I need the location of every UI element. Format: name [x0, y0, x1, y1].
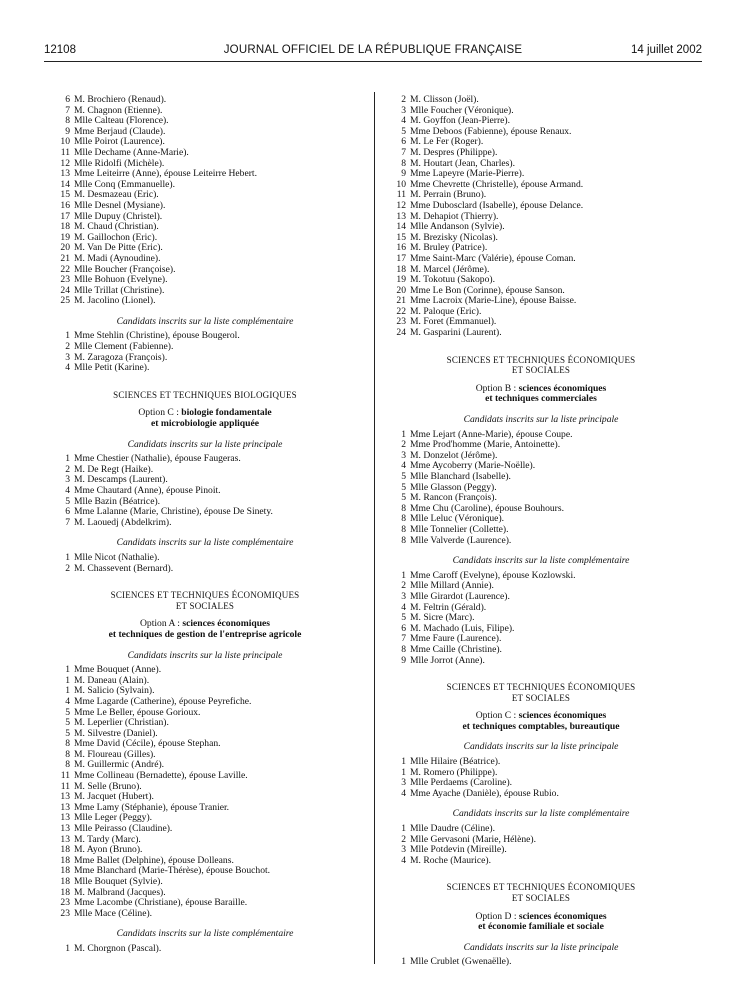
candidate-name: Mlle Blanchard (Isabelle).	[410, 471, 511, 482]
candidate-name: Mme Bouquet (Anne).	[74, 664, 162, 676]
candidate-name: Mlle Bouquet (Sylvie).	[74, 876, 163, 887]
rank-number: 6	[401, 622, 406, 634]
candidate-name: Mme Blanchard (Marie-Thérèse), épouse Bouchot.	[74, 865, 271, 877]
rank-number: 1	[401, 428, 406, 440]
rank-number: 10	[396, 178, 406, 190]
rank-number: 17	[396, 252, 406, 264]
candidate-name: M. Chorgnon (Pascal).	[74, 942, 162, 954]
candidate-name: M. Sicre (Marc).	[410, 612, 475, 624]
candidate-name: Mme Lalanne (Marie, Christine), épouse De Sinety.	[74, 506, 273, 518]
list-entry	[46, 564, 364, 575]
candidate-name: Mlle Calteau (Florence).	[74, 115, 169, 127]
rank-number: 4	[401, 854, 406, 866]
rank-number: 18	[60, 865, 70, 877]
candidate-name: Mlle Potdevin (Mireille).	[410, 844, 507, 856]
rank-number: 19	[60, 231, 70, 243]
rank-number: 3	[401, 104, 406, 116]
rank-number: 8	[65, 759, 70, 771]
rank-number: 13	[60, 801, 70, 813]
list-entry	[46, 944, 364, 955]
list-subheading: Candidats inscrits sur la liste principale	[127, 438, 283, 450]
list-subheading: Candidats inscrits sur la liste complémentaire	[116, 928, 294, 940]
list-subheading: Candidats inscrits sur la liste principale	[463, 741, 619, 753]
rank-number: 2	[401, 833, 406, 845]
rank-number: 1	[65, 685, 70, 697]
candidate-name: Mlle Petit (Karine).	[74, 362, 150, 374]
candidate-name: Mme Le Bon (Corinne), épouse Sanson.	[410, 284, 565, 296]
candidate-name: Mme Ayache (Danièle), épouse Rubio.	[410, 787, 559, 799]
rank-number: 20	[396, 284, 406, 296]
option-subtitle: et techniques comptables, bureautique	[462, 720, 620, 732]
option-subtitle: et microbiologie appliquée	[150, 418, 259, 430]
journal-title: JOURNAL OFFICIEL DE LA RÉPUBLIQUE FRANÇAISE	[223, 44, 523, 56]
rank-number: 1	[65, 551, 70, 563]
candidate-name: Mlle Mace (Céline).	[74, 907, 153, 919]
candidate-name: Mlle Tonnelier (Collette).	[410, 523, 509, 535]
list-subheading: Candidats inscrits sur la liste complémentaire	[452, 808, 630, 820]
candidate-name: Mlle Leluc (Véronique).	[410, 513, 505, 525]
rank-number: 2	[65, 562, 70, 574]
candidate-name: M. Leperlier (Christian).	[74, 717, 169, 729]
list-entry	[46, 909, 364, 920]
rank-number: 1	[65, 674, 70, 686]
rank-number: 8	[401, 157, 406, 169]
rank-number: 7	[401, 633, 406, 645]
candidate-name: Mme Lagarde (Catherine), épouse Peyrefiche.	[74, 695, 252, 707]
rank-number: 23	[396, 316, 406, 328]
option-title: sciences économiques	[518, 910, 607, 922]
rank-number: 1	[65, 664, 70, 676]
section-heading: SCIENCES ET TECHNIQUES ÉCONOMIQUES ET SOCIALES	[446, 682, 636, 703]
candidate-name: Mme Caille (Christine).	[410, 643, 502, 655]
rank-number: 18	[60, 886, 70, 898]
candidate-name: M. Gaillochon (Eric).	[74, 231, 158, 243]
candidate-name: M. Brochiero (Renaud).	[74, 94, 167, 105]
candidate-name: Mlle Nicot (Nathalie).	[74, 551, 160, 563]
candidate-name: Mme Leiteirre (Anne), épouse Leiteirre Hebert.	[74, 168, 257, 180]
rank-number: 18	[60, 876, 70, 887]
rank-number: 6	[401, 136, 406, 148]
rank-number: 9	[401, 168, 406, 180]
candidate-name: M. Brezisky (Nicolas).	[410, 231, 498, 243]
candidate-name: Mme Stehlin (Christine), épouse Bougerol.	[74, 330, 240, 342]
candidate-name: M. Bruley (Patrice).	[410, 242, 488, 254]
rank-number: 3	[401, 777, 406, 789]
candidate-name: M. Rancon (François).	[410, 492, 497, 504]
list-entry	[382, 957, 700, 968]
list-entry	[382, 536, 700, 547]
rank-number: 11	[60, 146, 70, 158]
candidate-name: Mme Chautard (Anne), épouse Pinoit.	[74, 485, 221, 496]
rank-number: 6	[65, 94, 70, 105]
candidate-name: M. Marcel (Jérôme).	[410, 263, 490, 275]
option-label: Option C :	[475, 710, 519, 722]
list-entry	[382, 856, 700, 867]
option-subtitle: et économie familiale et sociale	[478, 921, 604, 933]
issue-date: 14 juillet 2002	[631, 44, 702, 56]
list-entry	[382, 328, 700, 339]
section-heading: SCIENCES ET TECHNIQUES ÉCONOMIQUES ET SOCIALES	[446, 882, 636, 903]
rank-number: 4	[401, 787, 406, 799]
list-subheading: Candidats inscrits sur la liste principale	[463, 941, 619, 953]
candidate-name: M. Ayon (Bruno).	[74, 844, 143, 856]
candidate-name: Mlle Poirot (Laurence).	[74, 136, 165, 148]
candidate-name: M. Silvestre (Daniel).	[74, 727, 158, 739]
candidate-name: M. Daneau (Alain).	[74, 674, 150, 686]
candidate-name: Mlle Hilaire (Béatrice).	[410, 756, 501, 768]
list-subheading: Candidats inscrits sur la liste principale	[463, 414, 619, 426]
rank-number: 11	[396, 189, 406, 201]
rank-number: 5	[401, 125, 406, 137]
rank-number: 4	[401, 601, 406, 613]
list-subheading: Candidats inscrits sur la liste principale	[127, 649, 283, 661]
candidate-name: Mlle Boucher (Françoise).	[74, 263, 176, 275]
candidate-name: Mme Lacombe (Christiane), épouse Baraille.	[74, 897, 248, 909]
rank-number: 1	[401, 956, 406, 968]
left-column	[46, 95, 364, 955]
candidate-name: M. Machado (Luis, Filipe).	[410, 622, 515, 634]
rank-number: 13	[396, 210, 406, 222]
rank-number: 5	[401, 471, 406, 482]
right-column	[382, 95, 700, 968]
rank-number: 8	[401, 523, 406, 535]
rank-number: 16	[60, 199, 70, 211]
candidate-name: M. Romero (Philippe).	[410, 766, 498, 778]
rank-number: 21	[396, 295, 406, 307]
candidate-name: M. Houtart (Jean, Charles).	[410, 157, 515, 169]
rank-number: 2	[401, 580, 406, 592]
candidate-name: Mlle Desnel (Mysiane).	[74, 199, 166, 211]
option-label: Option A :	[139, 618, 183, 630]
rank-number: 5	[401, 612, 406, 624]
candidate-name: Mme Chu (Caroline), épouse Bouhours.	[410, 502, 565, 514]
candidate-name: Mme Caroff (Evelyne), épouse Kozlowski.	[410, 569, 576, 581]
option-label: Option D :	[475, 910, 519, 922]
rank-number: 11	[60, 780, 70, 792]
list-entry	[46, 296, 364, 307]
candidate-name: Mme Ballet (Delphine), épouse Dolleans.	[74, 854, 234, 866]
candidate-name: Mlle Perdaems (Caroline).	[410, 777, 513, 789]
candidate-name: M. Goyffon (Jean-Pierre).	[410, 115, 510, 127]
candidate-name: M. Jacquet (Hubert).	[74, 791, 154, 803]
candidate-name: Mme Berjaud (Claude).	[74, 125, 166, 137]
rank-number: 13	[60, 823, 70, 835]
rank-number: 2	[65, 463, 70, 475]
candidate-name: M. De Regt (Haike).	[74, 463, 154, 475]
candidate-name: Mme David (Cécile), épouse Stephan.	[74, 738, 221, 750]
rank-number: 13	[60, 833, 70, 845]
candidate-name: M. Roche (Maurice).	[410, 854, 491, 866]
candidate-name: Mlle Dechame (Anne-Marie).	[74, 146, 189, 158]
rank-number: 8	[401, 513, 406, 525]
rank-number: 18	[60, 221, 70, 233]
rank-number: 10	[60, 136, 70, 148]
list-entry	[382, 656, 700, 667]
rank-number: 3	[401, 844, 406, 856]
candidate-name: Mlle Jorrot (Anne).	[410, 654, 485, 666]
rank-number: 8	[65, 738, 70, 750]
option-subtitle: et techniques de gestion de l'entreprise agricole	[108, 628, 302, 640]
rank-number: 24	[60, 284, 70, 296]
list-subheading: Candidats inscrits sur la liste complémentaire	[116, 537, 294, 549]
rank-number: 5	[401, 481, 406, 493]
candidate-name: Mlle Trillat (Christine).	[74, 284, 165, 296]
candidate-name: M. Dehapiot (Thierry).	[410, 210, 499, 222]
candidate-name: M. Jacolino (Lionel).	[74, 295, 156, 307]
list-entry	[382, 789, 700, 800]
candidate-name: M. Floureau (Gilles).	[74, 748, 156, 760]
candidate-name: M. Chassevent (Bernard).	[74, 562, 174, 574]
rank-number: 5	[65, 717, 70, 729]
rank-number: 8	[401, 502, 406, 514]
rank-number: 9	[65, 125, 70, 137]
candidate-name: Mlle Peirasso (Claudine).	[74, 823, 173, 835]
rank-number: 25	[60, 295, 70, 307]
rank-number: 8	[401, 643, 406, 655]
rank-number: 4	[401, 460, 406, 472]
rank-number: 4	[65, 695, 70, 707]
candidate-name: Mme Prod'homme (Marie, Antoinette).	[410, 439, 561, 451]
rank-number: 12	[60, 157, 70, 169]
rank-number: 2	[401, 439, 406, 451]
candidate-name: Mme Lacroix (Marie-Line), épouse Baisse.	[410, 295, 577, 307]
candidate-name: M. Paloque (Eric).	[410, 305, 482, 317]
candidate-name: M. Despres (Philippe).	[410, 146, 498, 158]
candidate-name: Mme Collineau (Bernadette), épouse Laville.	[74, 770, 248, 782]
list-subheading: Candidats inscrits sur la liste complémentaire	[452, 555, 630, 567]
rank-number: 8	[401, 534, 406, 546]
candidate-name: Mme Dubosclard (Isabelle), épouse Delance.	[410, 199, 584, 211]
candidate-name: M. Van De Pitte (Eric).	[74, 242, 163, 254]
rank-number: 1	[65, 942, 70, 954]
rank-number: 5	[401, 492, 406, 504]
option-subtitle: et techniques commerciales	[485, 393, 597, 405]
rank-number: 17	[60, 210, 70, 222]
rank-number: 5	[65, 706, 70, 718]
candidate-name: M. Desmazeau (Eric).	[74, 189, 159, 201]
section-heading: SCIENCES ET TECHNIQUES ÉCONOMIQUES ET SOCIALES	[446, 354, 636, 376]
candidate-name: M. Salicio (Sylvain).	[74, 685, 155, 697]
candidate-name: M. Donzelot (Jérôme).	[410, 449, 498, 461]
candidate-name: M. Laouedj (Abdelkrim).	[74, 516, 172, 528]
candidate-name: M. Tardy (Marc).	[74, 833, 141, 845]
rank-number: 14	[396, 221, 406, 233]
candidate-name: Mme Lejart (Anne-Marie), épouse Coupe.	[410, 428, 573, 440]
rank-number: 6	[65, 506, 70, 518]
rank-number: 5	[65, 727, 70, 739]
candidate-name: Mlle Valverde (Laurence).	[410, 534, 512, 546]
rank-number: 23	[60, 274, 70, 286]
rank-number: 1	[65, 453, 70, 465]
rank-number: 12	[396, 199, 406, 211]
candidate-name: Mlle Millard (Annie).	[410, 580, 494, 592]
candidate-name: M. Malbrand (Jacques).	[74, 886, 166, 898]
rank-number: 5	[65, 495, 70, 507]
candidate-name: Mlle Daudre (Céline).	[410, 823, 495, 835]
rank-number: 1	[401, 823, 406, 835]
page-number: 12108	[44, 44, 76, 56]
candidate-name: M. Foret (Emmanuel).	[410, 316, 497, 328]
rank-number: 1	[401, 569, 406, 581]
rank-number: 3	[65, 351, 70, 363]
rank-number: 1	[65, 330, 70, 342]
candidate-name: Mme Chevrette (Christelle), épouse Armand.	[410, 178, 584, 190]
candidate-name: Mlle Bohuon (Evelyne).	[74, 274, 168, 286]
rank-number: 4	[65, 485, 70, 496]
candidate-name: Mme Lamy (Stéphanie), épouse Tranier.	[74, 801, 230, 813]
option-label: Option B :	[475, 382, 519, 394]
candidate-name: Mme Aycoberry (Marie-Noëlle).	[410, 460, 536, 472]
rank-number: 21	[60, 252, 70, 264]
rank-number: 7	[65, 516, 70, 528]
list-entry	[46, 363, 364, 374]
candidate-name: M. Perrain (Bruno).	[410, 189, 487, 201]
candidate-name: M. Guillermic (André).	[74, 759, 165, 771]
candidate-name: M. Chaud (Christian).	[74, 221, 159, 233]
section-heading: SCIENCES ET TECHNIQUES ÉCONOMIQUES ET SOCIALES	[110, 590, 300, 611]
rank-number: 3	[401, 590, 406, 602]
rank-number: 4	[401, 115, 406, 127]
rank-number: 18	[396, 263, 406, 275]
candidate-name: M. Tokotuu (Sakopo).	[410, 274, 495, 286]
option-title: sciences économiques	[518, 382, 607, 394]
candidate-name: Mlle Bazin (Béatrice).	[74, 495, 161, 507]
option-title: sciences économiques	[518, 710, 607, 722]
candidate-name: M. Chagnon (Etienne).	[74, 104, 163, 116]
column-divider	[374, 92, 375, 964]
candidate-name: M. Clisson (Joël).	[410, 94, 479, 105]
section-heading: SCIENCES ET TECHNIQUES BIOLOGIQUES	[113, 389, 297, 400]
candidate-name: M. Feltrin (Gérald).	[410, 601, 487, 613]
header-rule	[44, 61, 702, 62]
candidate-name: Mme Le Beller, épouse Gorioux.	[74, 706, 201, 718]
candidate-name: Mlle Crublet (Gwenaëlle).	[410, 956, 512, 968]
rank-number: 8	[65, 115, 70, 127]
rank-number: 23	[60, 897, 70, 909]
candidate-name: Mlle Conq (Emmanuelle).	[74, 178, 175, 190]
candidate-name: Mlle Clement (Fabienne).	[74, 341, 174, 353]
list-entry	[46, 518, 364, 529]
rank-number: 22	[396, 305, 406, 317]
candidate-name: Mlle Girardot (Laurence).	[410, 590, 510, 602]
candidate-name: Mme Saint-Marc (Valérie), épouse Coman.	[410, 252, 576, 264]
rank-number: 18	[60, 854, 70, 866]
rank-number: 1	[401, 756, 406, 768]
candidate-name: Mlle Andanson (Sylvie).	[410, 221, 505, 233]
rank-number: 2	[401, 94, 406, 105]
page-header	[44, 44, 702, 60]
option-title: biologie fondamentale	[181, 407, 272, 419]
candidate-name: M. Selle (Bruno).	[74, 780, 142, 792]
option-title: sciences économiques	[182, 618, 271, 630]
candidate-name: Mme Chestier (Nathalie), épouse Faugeras.	[74, 453, 241, 465]
rank-number: 19	[396, 274, 406, 286]
rank-number: 22	[60, 263, 70, 275]
rank-number: 3	[65, 474, 70, 486]
rank-number: 16	[396, 242, 406, 254]
rank-number: 13	[60, 812, 70, 824]
rank-number: 24	[396, 327, 406, 339]
candidate-name: Mlle Dupuy (Christel).	[74, 210, 163, 222]
rank-number: 1	[401, 766, 406, 778]
rank-number: 15	[60, 189, 70, 201]
candidate-name: M. Madi (Aynoudine).	[74, 252, 161, 264]
candidate-name: M. Le Fer (Roger).	[410, 136, 484, 148]
rank-number: 18	[60, 844, 70, 856]
candidate-name: Mlle Foucher (Véronique).	[410, 104, 514, 116]
candidate-name: Mlle Leger (Peggy).	[74, 812, 153, 824]
rank-number: 4	[65, 362, 70, 374]
rank-number: 15	[396, 231, 406, 243]
rank-number: 20	[60, 242, 70, 254]
list-subheading: Candidats inscrits sur la liste complémentaire	[116, 315, 294, 327]
candidate-name: M. Descamps (Laurent).	[74, 474, 168, 486]
rank-number: 3	[401, 449, 406, 461]
candidate-name: Mlle Glasson (Peggy).	[410, 481, 497, 493]
candidate-name: M. Gasparini (Laurent).	[410, 327, 502, 339]
rank-number: 9	[401, 654, 406, 666]
rank-number: 2	[65, 341, 70, 353]
candidate-name: Mlle Ridolfi (Michèle).	[74, 157, 165, 169]
candidate-name: M. Zaragoza (François).	[74, 351, 168, 363]
rank-number: 13	[60, 168, 70, 180]
candidate-name: Mme Deboos (Fabienne), épouse Renaux.	[410, 125, 572, 137]
rank-number: 8	[65, 748, 70, 760]
rank-number: 23	[60, 907, 70, 919]
candidate-name: Mme Lapeyre (Marie-Pierre).	[410, 168, 525, 180]
rank-number: 7	[65, 104, 70, 116]
rank-number: 11	[60, 770, 70, 782]
candidate-name: Mlle Gervasoni (Marie, Hélène).	[410, 833, 537, 845]
rank-number: 7	[401, 146, 406, 158]
rank-number: 13	[60, 791, 70, 803]
option-label: Option C :	[138, 407, 182, 419]
rank-number: 14	[60, 178, 70, 190]
candidate-name: Mme Faure (Laurence).	[410, 633, 502, 645]
